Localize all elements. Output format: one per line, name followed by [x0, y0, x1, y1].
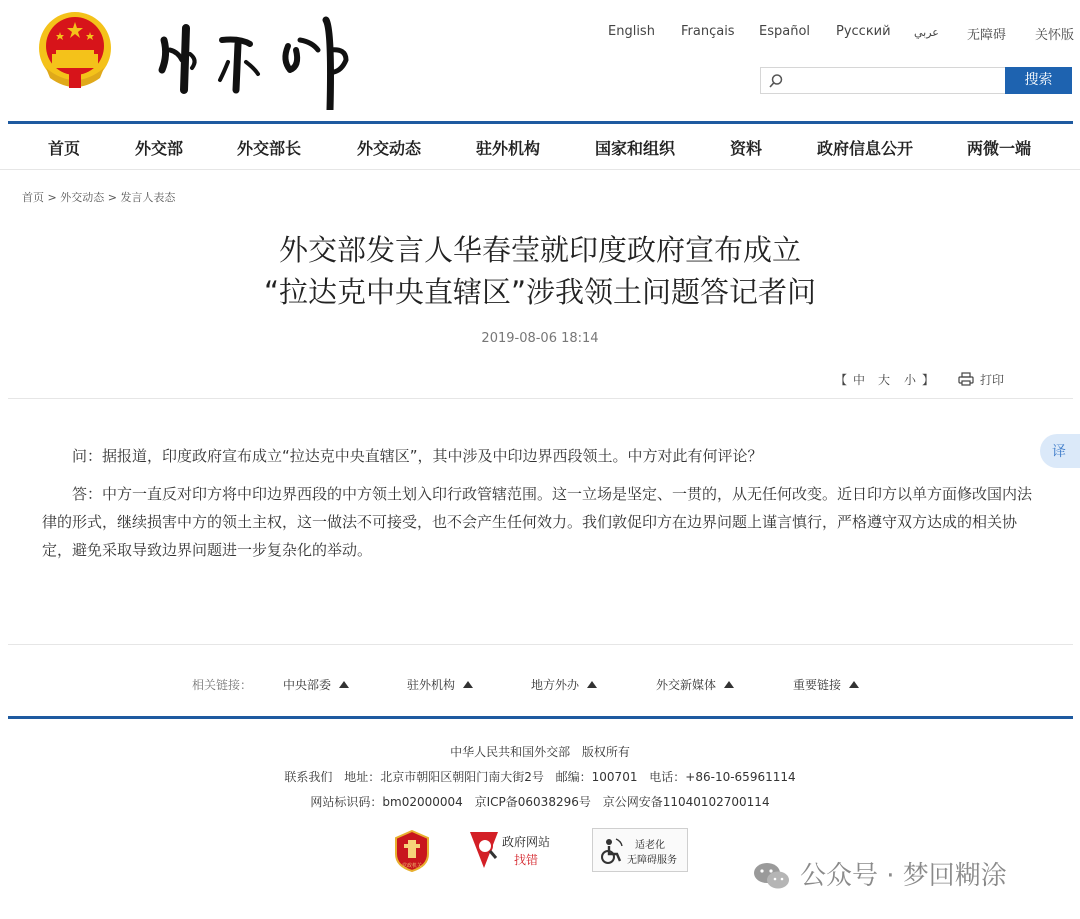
nav-item-countries[interactable]: 国家和组织 — [595, 139, 676, 158]
footer-org-name: 中华人民共和国外交部 — [450, 745, 571, 759]
gov-site-badge-line-1: 政府网站 — [502, 835, 551, 849]
triangle-up-icon — [339, 681, 349, 688]
translate-label: 译 — [1052, 444, 1066, 460]
nav-item-missions[interactable]: 驻外机构 — [476, 139, 541, 158]
related-link-missions[interactable] — [407, 676, 473, 693]
related-link-important[interactable] — [793, 676, 859, 693]
search-button[interactable]: 搜索 — [1005, 67, 1072, 94]
accessibility-service-badge[interactable] — [592, 828, 688, 872]
nav-item-gov-info[interactable]: 政府信息公开 — [817, 139, 914, 158]
search-input[interactable] — [760, 67, 1006, 94]
article-paragraph-question: 问：据报道，印度政府宣布成立“拉达克中央直辖区”，其中涉及中印边界西段领土。中方对此有何评论？ — [72, 447, 763, 465]
breadcrumb-separator: > — [107, 191, 117, 204]
article-date: 2019-08-06 18:14 — [481, 331, 599, 346]
footer-phone: 电话：+86-10-65961114 — [649, 770, 796, 784]
article-paragraph-answer: 答：中方一直反对印方将中印边界西段的中方领土划入印行政管辖范围。这一立场是坚定、一贯的，从无任何改变。近日印方以单方面修改国内法律的形式，继续损害中方的领土主权，这一做法不可接受，也不会产生任何效力。我们敦促印方在边界问题上谨言慎行，严格遵守双方达成的相关协定，避免采取导致边界问题进一步复杂化的举动。 — [42, 485, 1033, 559]
related-link-label: 中央部委 — [283, 678, 332, 692]
triangle-up-icon — [724, 681, 734, 688]
lang-arabic-link[interactable]: عربي — [914, 26, 939, 39]
article-title-line-2: “拉达克中央直辖区”涉我领土问题答记者问 — [263, 275, 817, 309]
breadcrumb-separator: > — [47, 191, 57, 204]
contact-us-link[interactable]: 联系我们 — [284, 770, 333, 784]
print-link[interactable]: 打印 — [980, 373, 1005, 387]
nav-item-news[interactable]: 外交动态 — [357, 139, 422, 158]
elderly-mode-link[interactable]: 关怀版 — [1035, 28, 1075, 43]
lang-english-link[interactable]: English — [608, 24, 655, 39]
related-link-local-fao[interactable] — [531, 676, 597, 693]
article-tools — [0, 371, 1080, 389]
footer-icp-link[interactable]: 京ICP备06038296号 — [474, 795, 591, 809]
related-link-label: 重要链接 — [793, 678, 842, 692]
footer-address: 地址：北京市朝阳区朝阳门南大街2号 — [344, 770, 544, 784]
content-divider — [8, 398, 1073, 399]
related-link-label: 外交新媒体 — [656, 678, 717, 692]
related-links-label: 相关链接： — [192, 678, 253, 692]
footer-rights: 版权所有 — [581, 745, 630, 759]
related-link-label: 地方外办 — [531, 678, 580, 692]
footer-site-id: 网站标识码：bm02000004 — [310, 795, 463, 809]
nav-item-social[interactable]: 两微一端 — [967, 139, 1032, 158]
accessibility-badge-line-2: 无障碍服务 — [627, 855, 677, 866]
footer-copyright — [0, 743, 1080, 760]
font-size-medium-button[interactable]: 中 — [853, 373, 866, 387]
lang-spanish-link[interactable]: Español — [759, 24, 811, 39]
search-icon — [768, 73, 784, 89]
gov-site-badge-line-2: 找错 — [514, 853, 539, 867]
triangle-up-icon — [587, 681, 597, 688]
article-title-line-1: 外交部发言人华春莹就印度政府宣布成立 — [278, 233, 801, 267]
footer-registration — [0, 793, 1080, 810]
national-emblem-icon[interactable] — [36, 8, 114, 90]
footer-police-link[interactable]: 京公网安备11040102700114 — [602, 795, 770, 809]
triangle-up-icon — [463, 681, 473, 688]
related-link-label: 驻外机构 — [407, 678, 456, 692]
related-divider — [8, 644, 1073, 645]
breadcrumb — [22, 189, 175, 205]
breadcrumb-news[interactable]: 外交动态 — [60, 191, 105, 204]
article-body — [42, 442, 1042, 574]
font-size-open-bracket: 【 — [835, 373, 848, 387]
font-size-small-button[interactable]: 小 — [904, 373, 917, 387]
wheelchair-icon — [599, 837, 625, 865]
related-link-ministries[interactable] — [283, 676, 349, 693]
footer-postcode: 邮编：100701 — [555, 770, 638, 784]
footer-contact — [0, 768, 1080, 785]
related-link-new-media[interactable] — [656, 676, 734, 693]
nav-item-ministry[interactable]: 外交部 — [135, 139, 184, 158]
site-header — [0, 0, 1080, 120]
party-gov-badge-icon[interactable] — [394, 830, 430, 872]
accessibility-link[interactable]: 无障碍 — [967, 28, 1007, 43]
triangle-up-icon — [849, 681, 859, 688]
wechat-icon — [752, 860, 792, 892]
language-switcher — [0, 24, 1080, 44]
breadcrumb-home[interactable]: 首页 — [22, 191, 44, 204]
printer-icon[interactable] — [958, 372, 974, 386]
lang-french-link[interactable]: Français — [681, 24, 735, 39]
font-size-large-button[interactable]: 大 — [878, 373, 891, 387]
watermark-text: 公众号 · 梦回糊涂 — [800, 861, 1007, 891]
breadcrumb-spokesperson[interactable]: 发言人表态 — [120, 191, 176, 204]
nav-item-home[interactable]: 首页 — [48, 139, 81, 158]
lang-russian-link[interactable]: Русский — [836, 24, 891, 39]
related-links — [0, 676, 1080, 694]
translate-button[interactable] — [1040, 434, 1080, 468]
footer-divider — [8, 716, 1073, 719]
font-size-close-bracket: 】 — [922, 373, 935, 387]
nav-item-resources[interactable]: 资料 — [730, 139, 763, 158]
main-nav — [0, 124, 1080, 170]
party-gov-badge-text: 党政机关 — [401, 863, 423, 869]
accessibility-badge-line-1: 适老化 — [635, 840, 665, 851]
gov-site-error-report-badge[interactable] — [468, 828, 564, 872]
article-title — [0, 229, 1080, 313]
nav-item-minister[interactable]: 外交部长 — [237, 139, 302, 158]
